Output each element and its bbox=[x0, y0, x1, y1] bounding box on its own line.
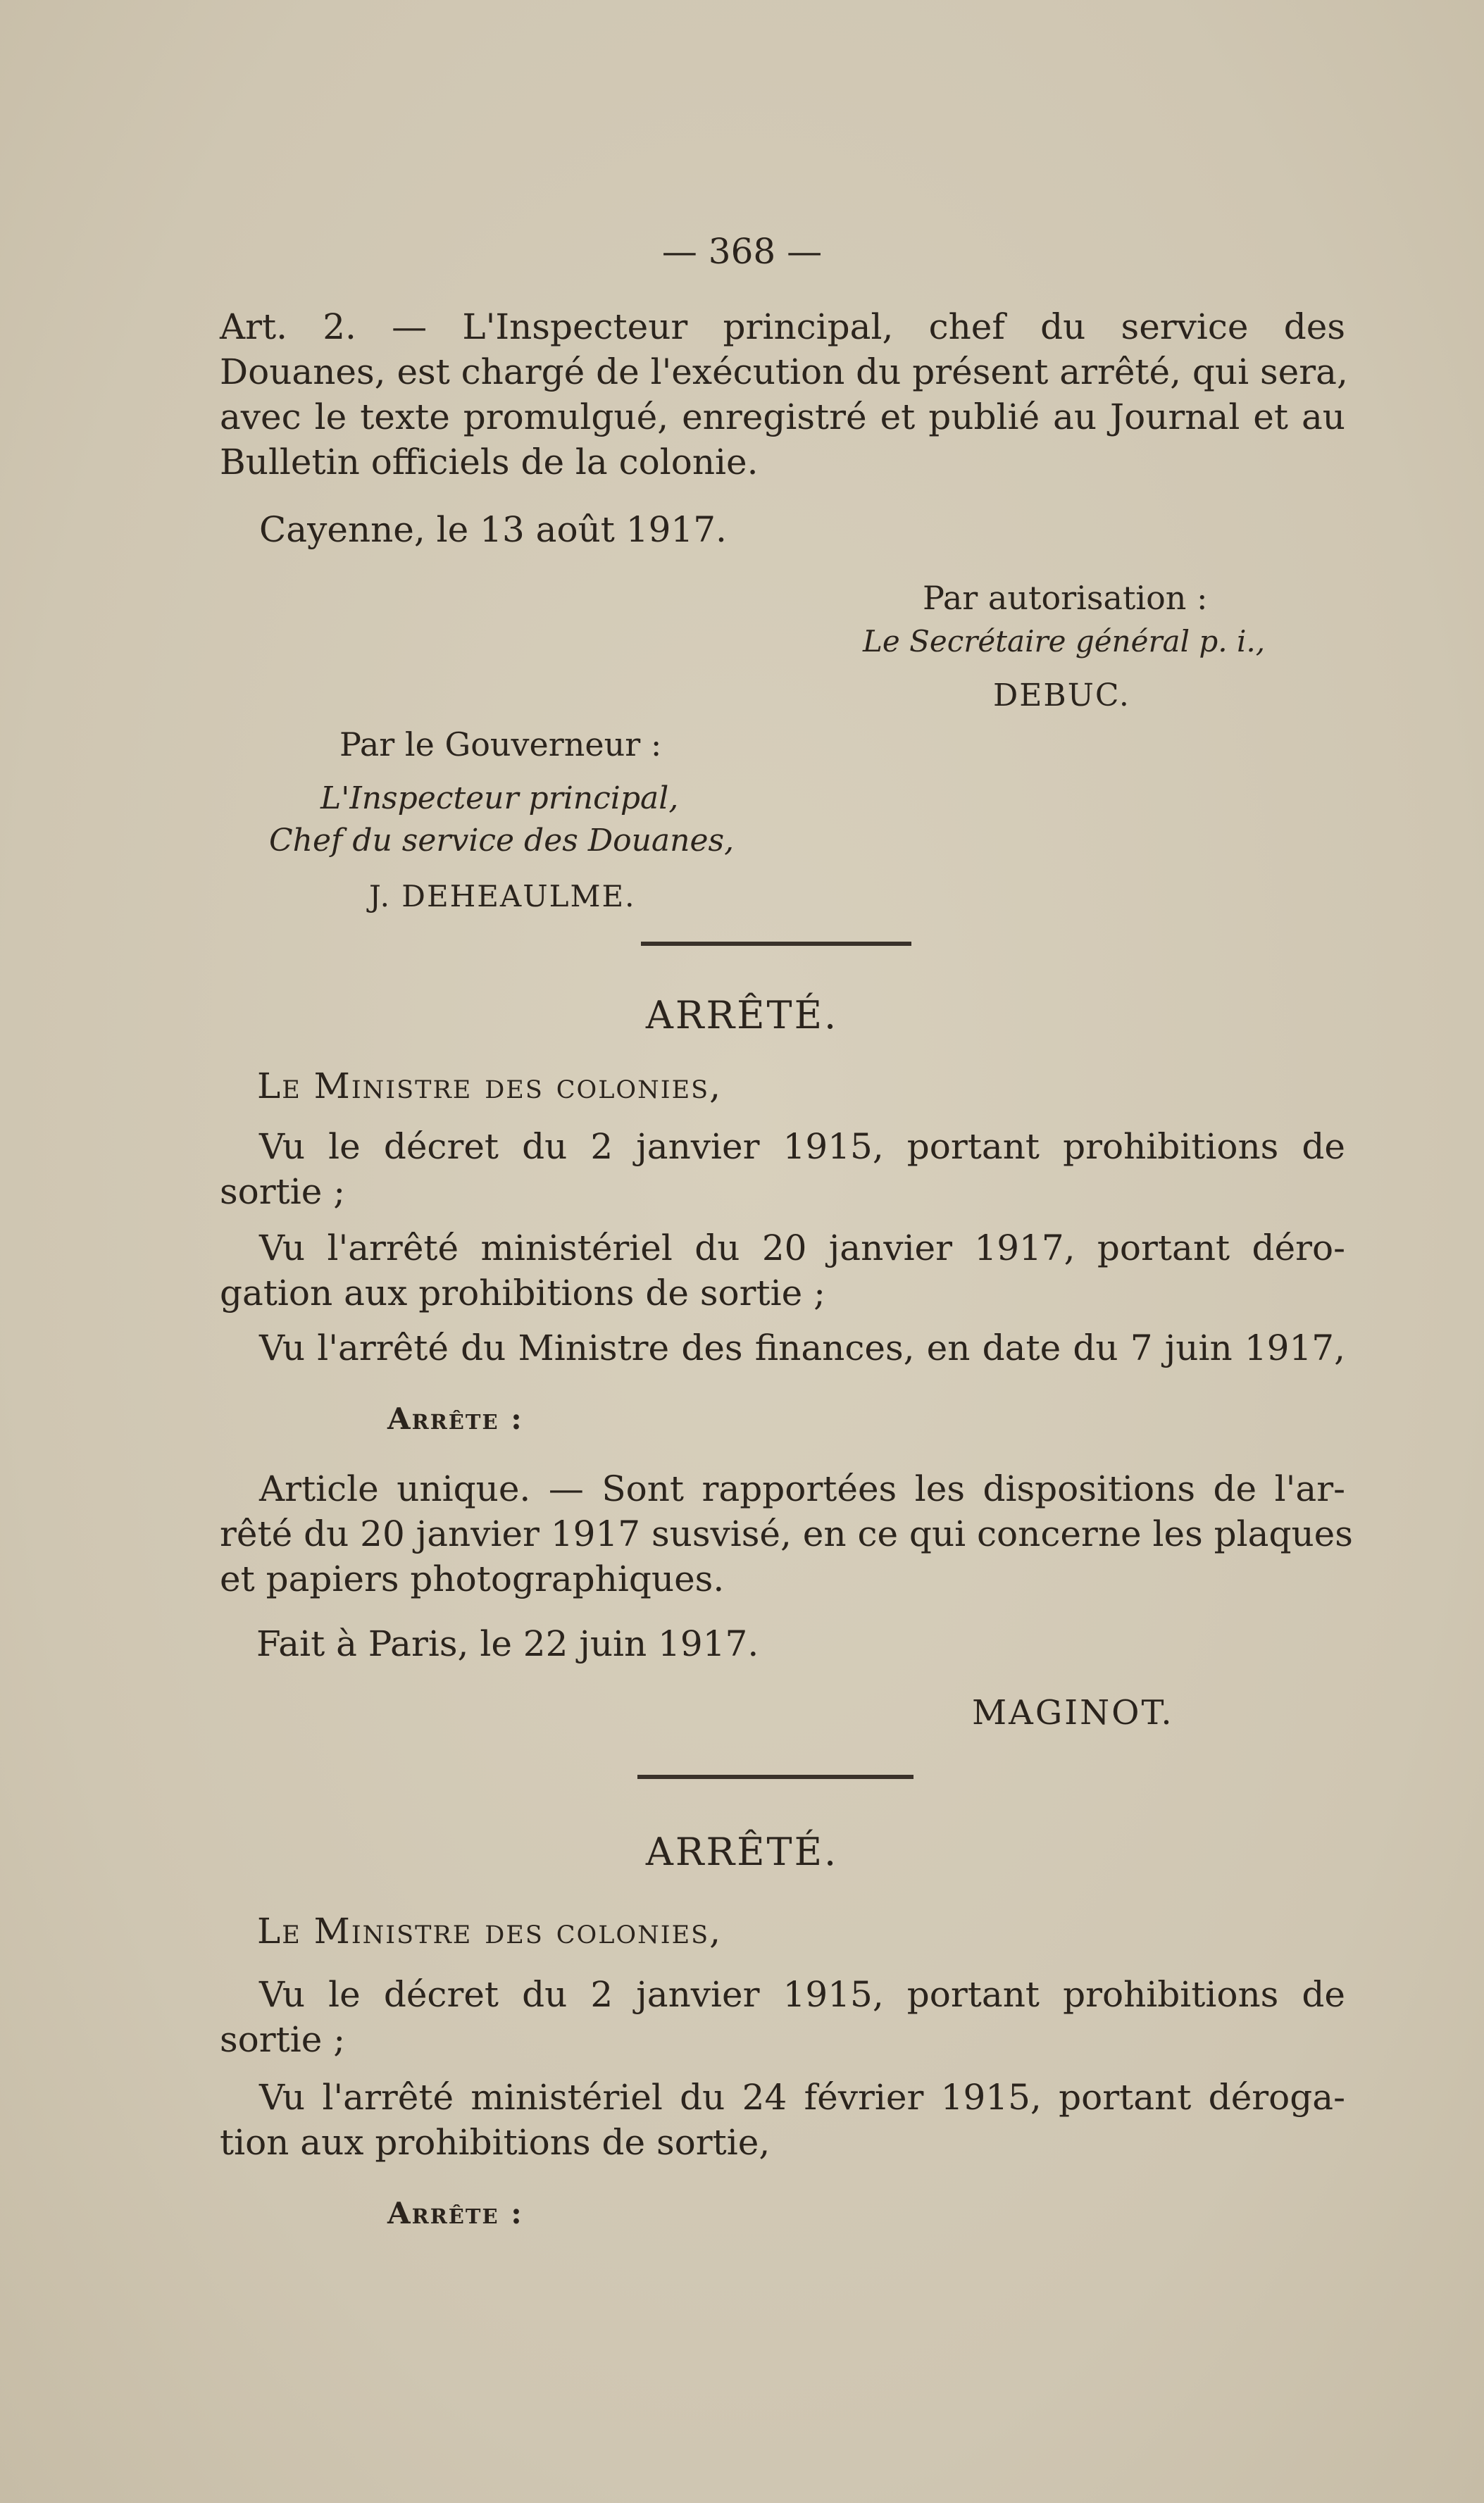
authorization-role: Le Secrétaire général p. i., bbox=[863, 624, 1266, 658]
decree2-title: ARRÊTÉ. bbox=[645, 1830, 839, 1874]
decree1-title: ARRÊTÉ. bbox=[645, 993, 839, 1037]
decree1-arrete-label: Arrête : bbox=[387, 1402, 523, 1436]
article2-line-1: Art. 2. — L'Inspecteur principal, chef du service des bbox=[220, 306, 1345, 347]
page-number: — 368 — bbox=[661, 231, 823, 272]
governor-role-2: Chef du service des Douanes, bbox=[269, 823, 735, 859]
decree1-line-2: sortie ; bbox=[220, 1171, 346, 1212]
decree2-line-4: tion aux prohibitions de sortie, bbox=[220, 2122, 771, 2163]
decree1-article-line-2: rêté du 20 janvier 1917 susvisé, en ce qui concerne les plaques bbox=[220, 1513, 1353, 1554]
governor-label: Par le Gouverneur : bbox=[339, 725, 662, 763]
article2-line-3: avec le texte promulgué, enregistré et publié au Journal et au bbox=[220, 397, 1345, 437]
section-divider bbox=[641, 942, 911, 946]
decree1-line-5: Vu l'arrêté du Ministre des finances, en date du 7 juin 1917, bbox=[259, 1328, 1345, 1368]
decree1-line-4: gation aux prohibitions de sortie ; bbox=[220, 1273, 825, 1313]
article2-line-4: Bulletin officiels de la colonie. bbox=[220, 442, 759, 482]
decree2-line-1: Vu le décret du 2 janvier 1915, portant prohibitions de bbox=[259, 1974, 1345, 2015]
decree1-article-line-1: Article unique. — Sont rapportées les dispositions de l'ar- bbox=[259, 1468, 1345, 1509]
decree1-line-1: Vu le décret du 2 janvier 1915, portant prohibitions de bbox=[259, 1126, 1345, 1167]
decree2-minister: Le Ministre des colonies, bbox=[257, 1911, 722, 1952]
decree1-place-date: Fait à Paris, le 22 juin 1917. bbox=[256, 1623, 759, 1664]
article2-line-2: Douanes, est chargé de l'exécution du présent arrêté, qui sera, bbox=[220, 351, 1348, 392]
authorization-name: DEBUC. bbox=[993, 678, 1130, 713]
section-divider bbox=[637, 1775, 914, 1779]
decree1-line-3: Vu l'arrêté ministériel du 20 janvier 1917, portant déro- bbox=[259, 1228, 1345, 1268]
decree2-line-3: Vu l'arrêté ministériel du 24 février 1915, portant déroga- bbox=[259, 2077, 1345, 2118]
place-date: Cayenne, le 13 août 1917. bbox=[259, 509, 727, 550]
decree2-line-2: sortie ; bbox=[220, 2019, 346, 2060]
authorization-label: Par autorisation : bbox=[923, 579, 1208, 617]
governor-role-1: L'Inspecteur principal, bbox=[320, 780, 679, 816]
decree1-article-line-3: et papiers photographiques. bbox=[220, 1559, 725, 1599]
decree1-signature: MAGINOT. bbox=[972, 1693, 1174, 1733]
decree1-minister: Le Ministre des colonies, bbox=[257, 1066, 722, 1106]
decree2-arrete-label: Arrête : bbox=[387, 2196, 523, 2230]
governor-name: J. DEHEAULME. bbox=[369, 879, 636, 913]
